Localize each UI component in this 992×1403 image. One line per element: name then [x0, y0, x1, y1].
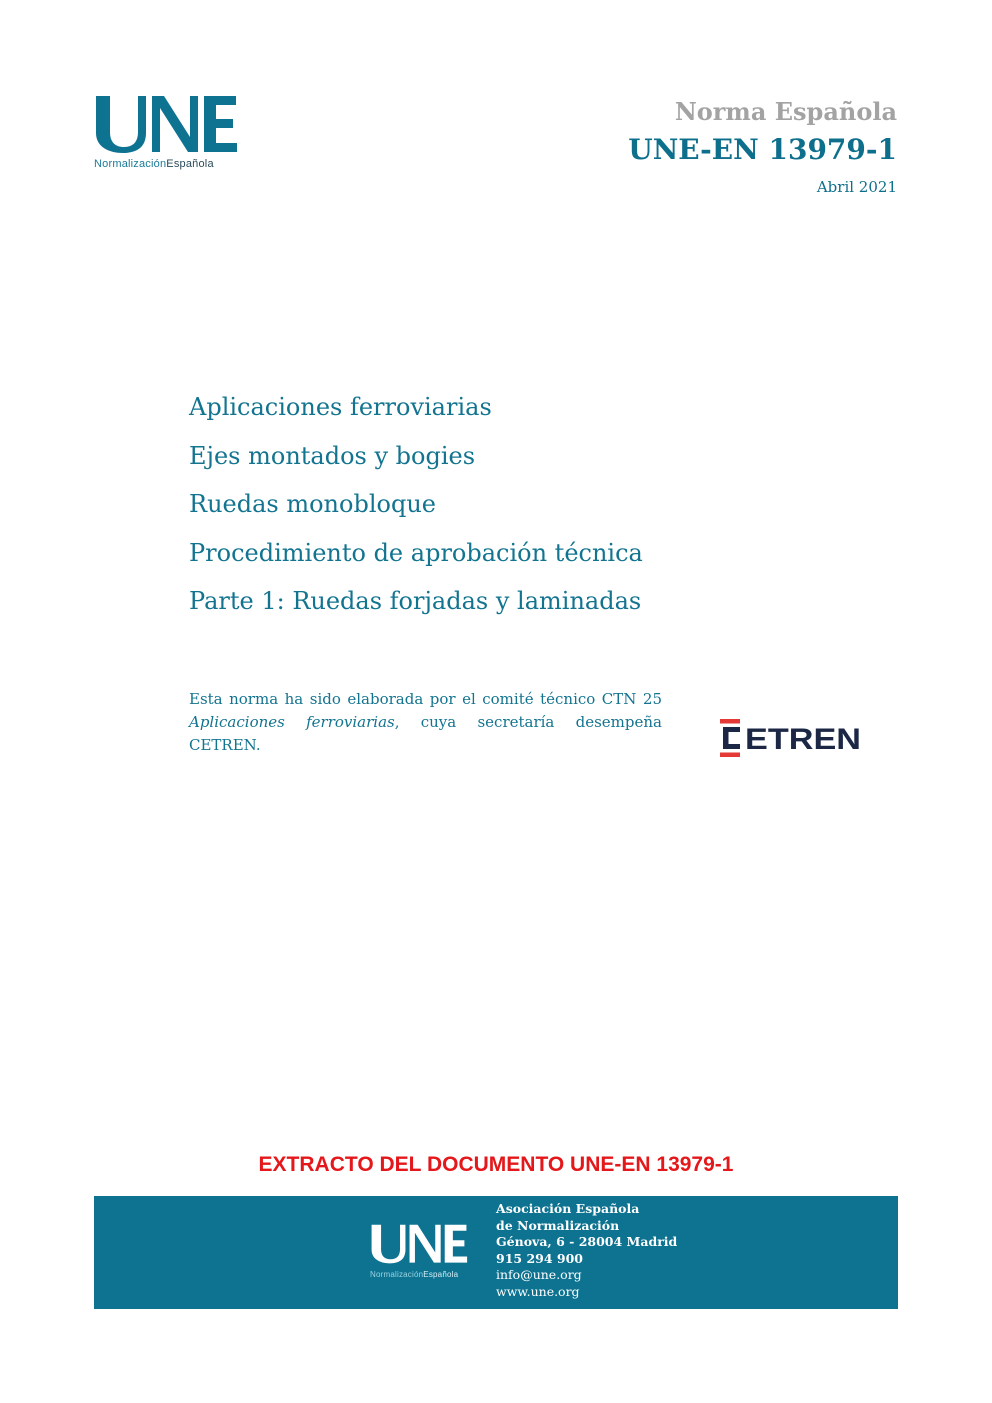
title-line: Aplicaciones ferroviarias [189, 393, 492, 421]
une-logo-subtitle: NormalizaciónEspañola [94, 158, 214, 170]
footer-une-logo-mark [370, 1222, 468, 1264]
svg-text:ETREN: ETREN [745, 723, 861, 756]
cetren-logo [720, 719, 862, 757]
footer-org-name-line2: de Normalización [496, 1217, 620, 1233]
publication-date: Abril 2021 [816, 178, 897, 196]
footer-website[interactable]: www.une.org [496, 1283, 580, 1299]
title-line: Parte 1: Ruedas forjadas y laminadas [189, 587, 642, 615]
committee-note: Esta norma ha sido elaborada por el comité técnico CTN 25 Aplicaciones ferroviarias, cuya secretaría desempeña CETREN. [189, 690, 662, 754]
footer-phone: 915 294 900 [496, 1250, 583, 1266]
title-line: Ruedas monobloque [189, 490, 436, 518]
footer-address: Génova, 6 - 28004 Madrid [496, 1234, 678, 1249]
footer-org-name-line1: Asociación Española [496, 1201, 640, 1216]
footer-band [94, 1196, 898, 1309]
standard-header [628, 96, 897, 198]
standard-title [189, 383, 643, 626]
extract-notice: EXTRACTO DEL DOCUMENTO UNE-EN 13979-1 [258, 1153, 734, 1176]
norma-label: Norma Española [674, 97, 897, 126]
footer-une-logo-subtitle: NormalizaciónEspañola [370, 1270, 459, 1279]
standard-code: UNE-EN 13979-1 [628, 133, 897, 166]
footer-une-logo [370, 1222, 470, 1279]
title-line: Ejes montados y bogies [189, 441, 476, 470]
une-logo [94, 92, 244, 170]
footer-email[interactable]: info@une.org [496, 1267, 582, 1282]
title-line: Procedimiento de aprobación técnica [189, 538, 643, 567]
footer-contact-info [496, 1201, 677, 1300]
une-logo-mark [94, 92, 238, 154]
